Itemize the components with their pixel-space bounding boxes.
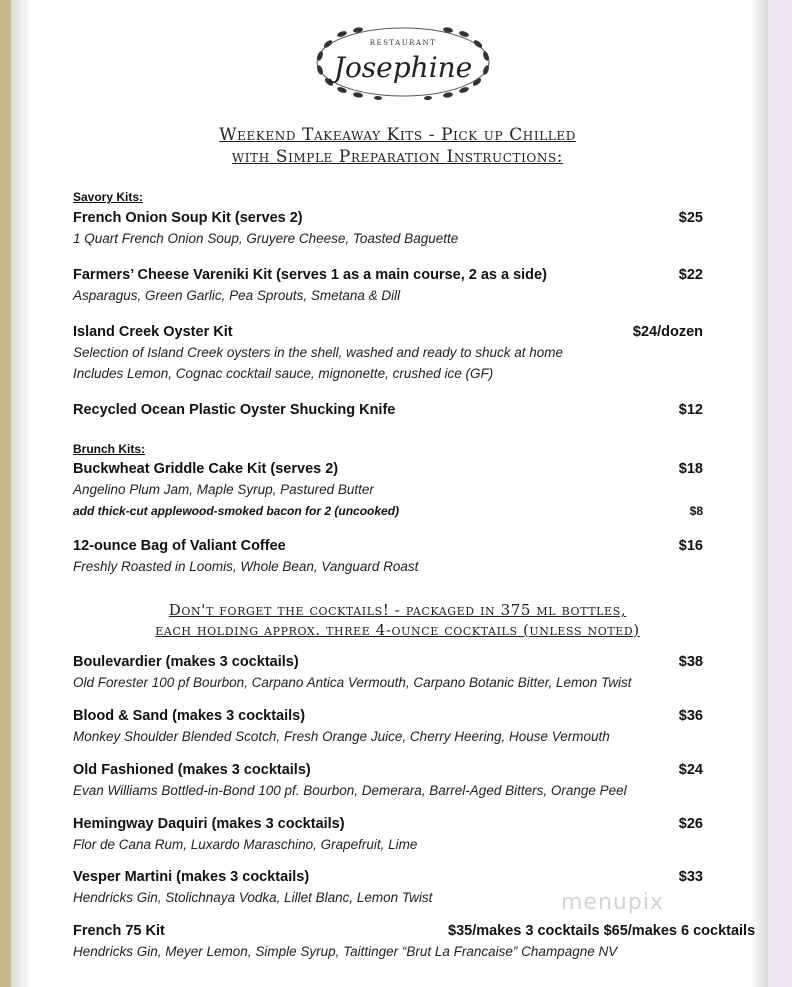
- brunch-kits-label: Brunch Kits:: [73, 442, 145, 456]
- item-description: Flor de Cana Rum, Luxardo Maraschino, Grapefruit, Lime: [73, 837, 418, 852]
- item-name: Recycled Ocean Plastic Oyster Shucking Knife: [73, 402, 396, 418]
- menu-item: [73, 265, 703, 306]
- cocktail-item: [73, 706, 703, 747]
- item-price: $24: [678, 762, 703, 778]
- cocktails-heading-line2: each holding approx. three 4-ounce cocktails (unless noted): [155, 621, 640, 639]
- logo-name: Josephine: [333, 51, 473, 84]
- item-price: $12: [678, 402, 703, 418]
- cocktail-item: [73, 760, 703, 801]
- item-description: Includes Lemon, Cognac cocktail sauce, mignonette, crushed ice (GF): [73, 366, 494, 381]
- item-price: $26: [678, 816, 703, 832]
- laurel-wreath-icon: [308, 22, 498, 102]
- menu-item: [73, 322, 703, 384]
- item-name: Hemingway Daquiri (makes 3 cocktails): [73, 816, 345, 832]
- item-price: $18: [678, 461, 703, 477]
- item-description: Selection of Island Creek oysters in the shell, washed and ready to shuck at home: [73, 345, 564, 360]
- takeaway-heading-line1: Weekend Takeaway Kits - Pick up Chilled: [219, 125, 576, 145]
- menu-item: [73, 536, 703, 577]
- right-frame-border: [768, 0, 792, 987]
- item-price: $25: [678, 210, 703, 226]
- left-page-shadow: [11, 0, 31, 987]
- addon-price: $8: [689, 504, 703, 518]
- item-name: French Onion Soup Kit (serves 2): [73, 210, 303, 226]
- menu-page: [31, 0, 756, 987]
- item-price: $24/dozen: [632, 324, 703, 340]
- menupix-watermark: menupix: [561, 890, 664, 915]
- cocktails-heading: [31, 600, 764, 640]
- item-description: Angelino Plum Jam, Maple Syrup, Pastured Butter: [73, 482, 374, 497]
- menu-item: [73, 459, 703, 500]
- item-name: French 75 Kit: [73, 923, 165, 939]
- item-name: Farmers’ Cheese Vareniki Kit (serves 1 as a main course, 2 as a side): [73, 267, 547, 283]
- item-name: Blood & Sand (makes 3 cocktails): [73, 708, 306, 724]
- takeaway-heading-line2: with Simple Preparation Instructions:: [231, 147, 564, 167]
- item-description: Hendricks Gin, Stolichnaya Vodka, Lillet Blanc, Lemon Twist: [73, 890, 433, 905]
- cocktail-item: [73, 814, 703, 855]
- addon-text: add thick-cut applewood-smoked bacon for 2 (uncooked): [73, 504, 400, 518]
- item-name: Vesper Martini (makes 3 cocktails): [73, 869, 310, 885]
- logo-small-text: RESTAURANT: [369, 39, 437, 47]
- item-description: Hendricks Gin, Meyer Lemon, Simple Syrup, Taittinger “Brut La Francaise” Champagne NV: [73, 944, 618, 959]
- menu-item: [73, 400, 703, 420]
- item-price: $16: [678, 538, 703, 554]
- cocktail-item: [73, 652, 703, 693]
- item-name: 12-ounce Bag of Valiant Coffee: [73, 538, 286, 554]
- item-name: Boulevardier (makes 3 cocktails): [73, 654, 299, 670]
- cocktail-item: [73, 921, 756, 962]
- item-description: Freshly Roasted in Loomis, Whole Bean, Vanguard Roast: [73, 559, 419, 574]
- bacon-addon: [73, 504, 703, 518]
- item-price: $22: [678, 267, 703, 283]
- menu-item: [73, 208, 703, 249]
- item-description: Old Forester 100 pf Bourbon, Carpano Antica Vermouth, Carpano Botanic Bitter, Lemon Twist: [73, 675, 632, 690]
- item-name: Island Creek Oyster Kit: [73, 324, 233, 340]
- item-description: Evan Williams Bottled-in-Bond 100 pf. Bourbon, Demerara, Barrel-Aged Bitters, Orange Peel: [73, 783, 627, 798]
- item-name: Buckwheat Griddle Cake Kit (serves 2): [73, 461, 339, 477]
- item-description: Monkey Shoulder Blended Scotch, Fresh Orange Juice, Cherry Heering, House Vermouth: [73, 729, 610, 744]
- item-description: Asparagus, Green Garlic, Pea Sprouts, Smetana & Dill: [73, 288, 401, 303]
- restaurant-logo: [308, 22, 498, 102]
- savory-kits-label: Savory Kits:: [73, 190, 144, 204]
- left-frame-border: [0, 0, 11, 987]
- item-price: $36: [678, 708, 703, 724]
- item-description: 1 Quart French Onion Soup, Gruyere Cheese, Toasted Baguette: [73, 231, 459, 246]
- item-price: $38: [678, 654, 703, 670]
- item-price: $33: [678, 869, 703, 885]
- cocktails-heading-line1: Don't forget the cocktails! - packaged in 375 ml bottles,: [168, 601, 627, 619]
- takeaway-heading: [31, 124, 764, 168]
- item-name: Old Fashioned (makes 3 cocktails): [73, 762, 311, 778]
- item-price: $35/makes 3 cocktails $65/makes 6 cocktails: [448, 923, 756, 939]
